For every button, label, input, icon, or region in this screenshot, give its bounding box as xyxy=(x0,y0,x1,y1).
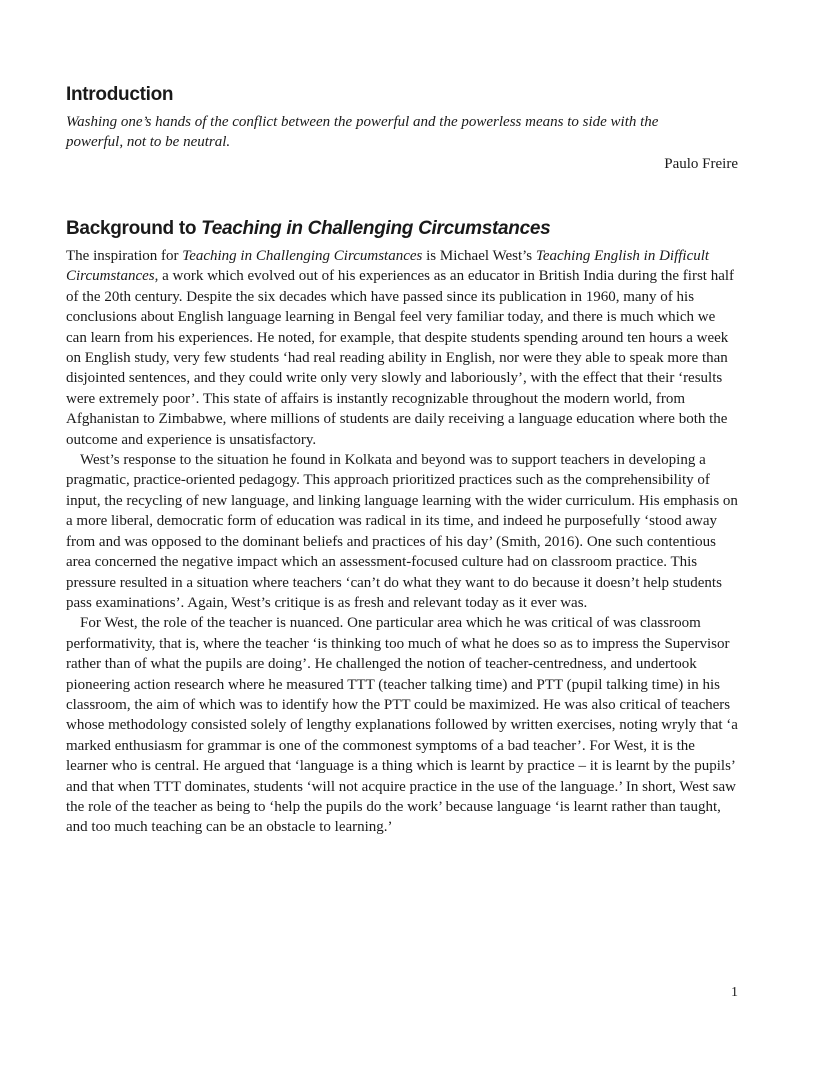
epigraph-attribution: Paulo Freire xyxy=(664,156,738,172)
page-number: 1 xyxy=(731,985,738,1000)
body-text xyxy=(66,246,738,838)
background-heading-prefix: Background to xyxy=(66,218,202,239)
p1-book-title-2: Teaching English in Difficult Circumstances xyxy=(66,248,710,285)
epigraph-quote: Washing one’s hands of the conflict between the powerful and the powerless means to side with the powerful, not to be neutral. xyxy=(66,114,659,150)
introduction-heading: Introduction xyxy=(66,84,174,105)
p1-text-a: The inspiration for xyxy=(66,248,183,264)
p1-book-title-1: Teaching in Challenging Circumstances xyxy=(182,248,423,264)
background-heading xyxy=(66,218,738,240)
background-heading-title: Teaching in Challenging Circumstances xyxy=(201,218,551,239)
page-content xyxy=(66,84,738,838)
paragraph-1 xyxy=(66,246,738,450)
p1-text-e: , a work which evolved out of his experiences as an educator in British India during the first half of the 20th century. Despite the six decades which have passed since its publication in 1960, many of his conclusions about English language learning in Bengal feel very familiar today, and there is much which we can learn from his experiences. He noted, for example, that despite students spending around ten hours a week on English study, very few students ‘had real reading ability in English, nor were they able to speak more than disjointed sentences, and they could write only very slowly and laboriously’, with the effect that their ‘results were extremely poor’. This state of affairs is instantly recognizable throughout the modern world, from Afghanistan to Zimbabwe, where millions of students are daily receiving a language education where both the outcome and experience is unsatisfactory. xyxy=(66,268,735,448)
paragraph-3: For West, the role of the teacher is nuanced. One particular area which he was critical of was classroom performativity, that is, where the teacher ‘is thinking too much of what he does so as to impress the Supervisor rather than of what the pupils are doing’. He challenged the notion of teacher-centredness, and undertook pioneering action research where he measured TTT (teacher talking time) and PTT (pupil talking time) in his classroom, the aim of which was to identify how the PTT could be maximized. He was also critical of teachers whose methodology consisted solely of lengthy explanations followed by written exercises, noting wryly that ‘a marked enthusiasm for grammar is one of the commonest symptoms of a bad teacher’. For West, it is the learner who is central. He argued that ‘language is a thing which is learnt by practice – it is learnt by the pupils’ and that when TTT dominates, students ‘will not acquire practice in the use of the language.’ In short, West saw the role of the teacher as being to ‘help the pupils do the work’ because language ‘is learnt rather than taught, and too much teaching can be an obstacle to learning.’ xyxy=(66,615,738,836)
paragraph-2: West’s response to the situation he found in Kolkata and beyond was to support teachers in developing a pragmatic, practice-oriented pedagogy. This approach prioritized practices such as the comprehensibility of input, the recycling of new language, and linking language learning with the wider curriculum. His emphasis on a more liberal, democratic form of education was radical in its time, and indeed he purposefully ‘stood away from and was opposed to the dominant beliefs and practices of his day’ (Smith, 2016). One such contentious area concerned the negative impact which an assessment-focused culture had on classroom practice. This pressure resulted in a situation where teachers ‘can’t do what they want to do because it doesn’t help students pass examinations’. Again, West’s critique is as fresh and relevant today as it ever was. xyxy=(66,452,738,611)
p1-text-c: is Michael West’s xyxy=(422,248,536,264)
